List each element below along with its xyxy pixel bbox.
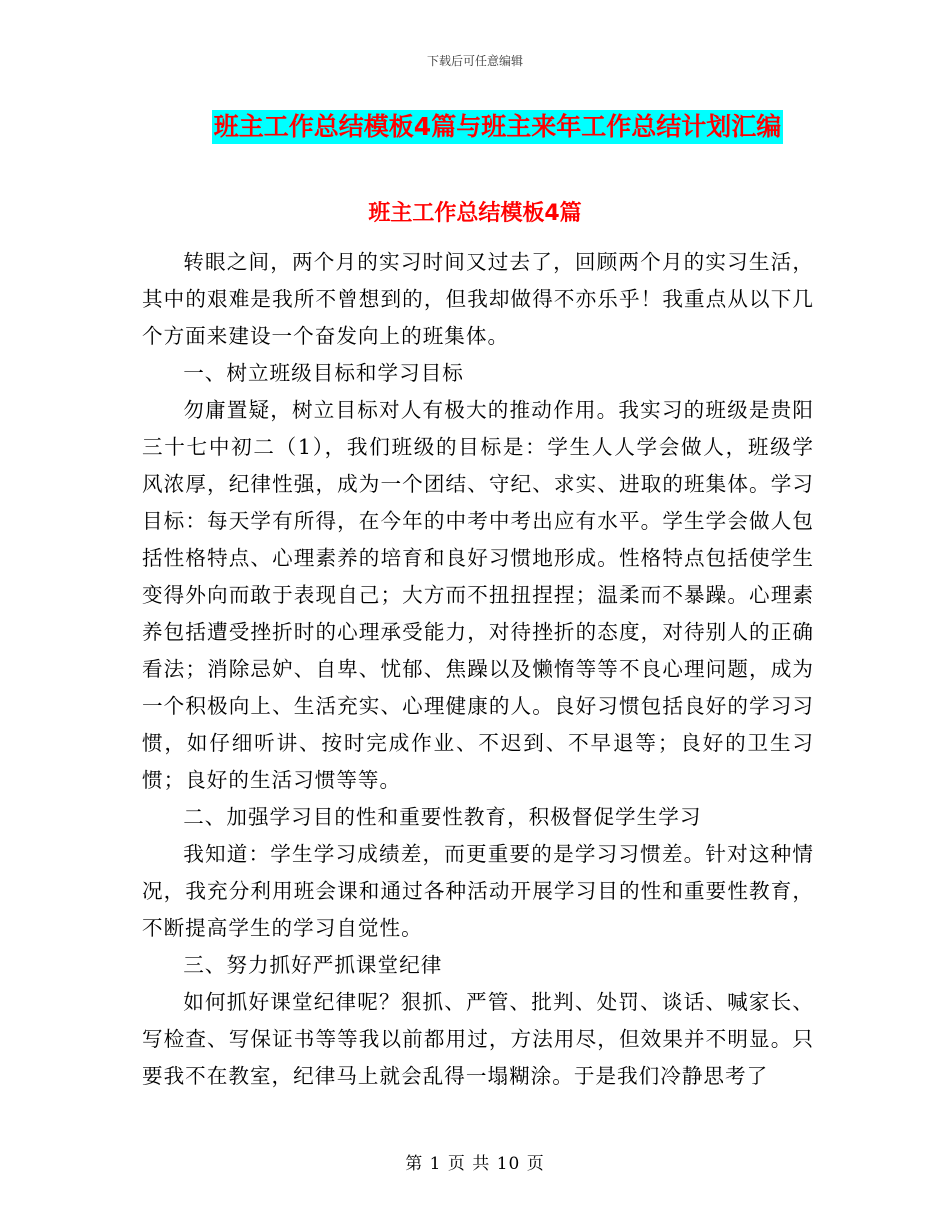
- section-title: 班主工作总结模板4篇: [368, 201, 582, 226]
- section-heading: 三、努力抓好严抓课堂纪律: [183, 953, 443, 977]
- section-heading: 一、树立班级目标和学习目标: [183, 361, 464, 385]
- paragraph: 如何抓好课堂纪律呢？狠抓、严管、批判、处罚、谈话、喊家长、写检查、写保证书等等我以前都用过，方法用尽，但效果并不明显。只要我不在教室，纪律马上就会乱得一塌糊涂。于是我们冷静思考了: [142, 990, 814, 1088]
- document-title: 班主工作总结模板4篇与班主来年工作总结计划汇编: [212, 110, 783, 144]
- paragraph: 勿庸置疑，树立目标对人有极大的推动作用。我实习的班级是贵阳三十七中初二（1），我们班级的目标是：学生人人学会做人，班级学风浓厚，纪律性强，成为一个团结、守纪、求实、进取的班集体。学习目标：每天学有所得，在今年的中考中考出应有水平。学生学会做人包括性格特点、心理素养的培育和良好习惯地形成。性格特点包括使学生变得外向而敢于表现自己；大方而不扭扭捏捏；温柔而不暴躁。心理素养包括遭受挫折时的心理承受能力，对待挫折的态度，对待别人的正确看法；消除忌妒、自卑、忧郁、焦躁以及懒惰等等不良心理问题，成为一个积极向上、生活充实、心理健康的人。良好习惯包括良好的学习习惯，如仔细听讲、按时完成作业、不迟到、不早退等；良好的卫生习惯；良好的生活习惯等等。: [142, 398, 814, 792]
- page-number: 第 1 页 共 10 页: [405, 1154, 545, 1174]
- document-title-container: [0, 110, 950, 144]
- page-header-note: 下载后可任意编辑: [426, 54, 523, 68]
- section-heading: 二、加强学习目的性和重要性教育，积极督促学生学习: [183, 805, 702, 829]
- document-body: [142, 244, 814, 1095]
- paragraph: 我知道：学生学习成绩差，而更重要的是学习习惯差。针对这种情况，我充分利用班会课和通过各种活动开展学习目的性和重要性教育，不断提高学生的学习自觉性。: [142, 842, 814, 940]
- paragraph: 转眼之间，两个月的实习时间又过去了，回顾两个月的实习生活，其中的艰难是我所不曾想到的，但我却做得不亦乐乎！我重点从以下几个方面来建设一个奋发向上的班集体。: [142, 250, 814, 348]
